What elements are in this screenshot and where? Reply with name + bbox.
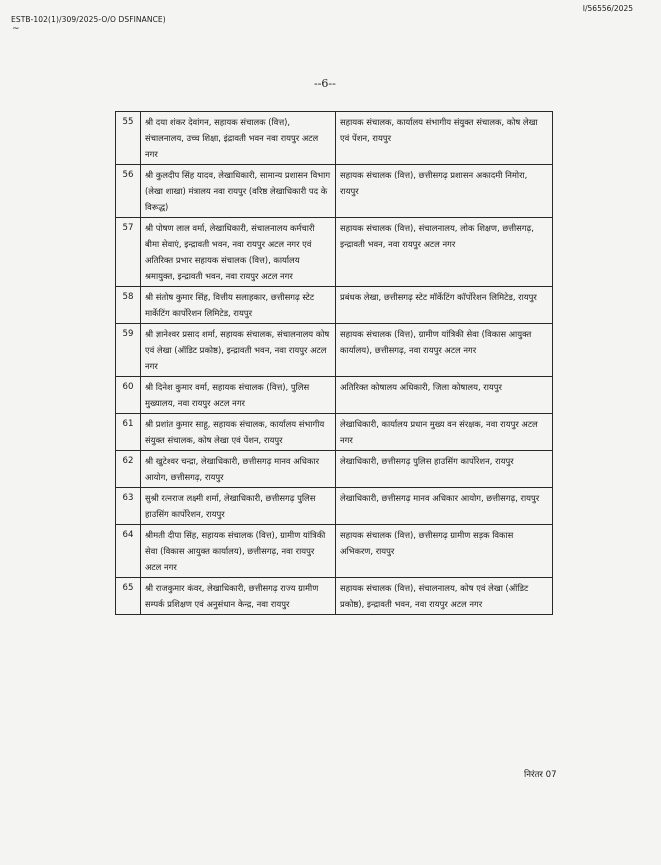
- serial-number-cell: 57: [116, 218, 141, 287]
- handwritten-mark: ~: [12, 24, 20, 34]
- table-row: [116, 451, 553, 488]
- officer-cell: श्री ज्ञानेश्वर प्रसाद शर्मा, सहायक संचालक, संचालनालय कोष एवं लेखा (ऑडिट प्रकोष्ठ), इन्द्रावती भवन, नवा रायपुर अटल नगर: [141, 324, 336, 377]
- serial-number-cell: 55: [116, 112, 141, 165]
- table-row: [116, 218, 553, 287]
- posting-cell: लेखाधिकारी, कार्यालय प्रधान मुख्य वन संरक्षक, नवा रायपुर अटल नगर: [336, 414, 553, 451]
- page-number: --6--: [314, 77, 336, 90]
- officer-cell: श्रीमती दीपा सिंह, सहायक संचालक (वित्त), ग्रामीण यांत्रिकी सेवा (विकास आयुक्त कार्यालय), छत्तीसगढ़, नवा रायपुर अटल नगर: [141, 525, 336, 578]
- officer-cell: श्री राजकुमार कंवर, लेखाधिकारी, छत्तीसगढ़ राज्य ग्रामीण सम्पर्क प्रशिक्षण एवं अनुसंधान केन्द्र, नवा रायपुर: [141, 578, 336, 615]
- file-reference: ESTB-102(1)/309/2025-O/O DSFINANCE): [11, 15, 166, 24]
- table-row: [116, 287, 553, 324]
- table-row: [116, 112, 553, 165]
- serial-number-cell: 65: [116, 578, 141, 615]
- serial-number-cell: 56: [116, 165, 141, 218]
- officer-cell: श्री दया शंकर देवांगन, सहायक संचालक (वित्त), संचालनालय, उच्च शिक्षा, इंद्रावती भवन नवा रायपुर अटल नगर: [141, 112, 336, 165]
- posting-cell: लेखाधिकारी, छत्तीसगढ़ पुलिस हाउसिंग कार्पोरेशन, रायपुर: [336, 451, 553, 488]
- table-row: [116, 488, 553, 525]
- table-row: [116, 377, 553, 414]
- table-row: [116, 525, 553, 578]
- posting-cell: प्रबंधक लेखा, छत्तीसगढ़ स्टेट मॉर्केटिंग कॉर्पोरेशन लिमिटेड, रायपुर: [336, 287, 553, 324]
- table-row: [116, 578, 553, 615]
- posting-cell: सहायक संचालक (वित्त), छत्तीसगढ़ प्रशासन अकादमी निमोरा, रायपुर: [336, 165, 553, 218]
- posting-cell: अतिरिक्त कोषालय अधिकारी, जिला कोषालय, रायपुर: [336, 377, 553, 414]
- document-number: I/56556/2025: [582, 4, 633, 13]
- posting-cell: सहायक संचालक (वित्त), संचालनालय, लोक शिक्षण, छत्तीसगढ़, इन्द्रावती भवन, नवा रायपुर अटल नगर: [336, 218, 553, 287]
- continued-note: निरंतर 07: [524, 770, 557, 780]
- officer-cell: श्री पोषण लाल वर्मा, लेखाधिकारी, संचालनालय कर्मचारी बीमा सेवाएं, इन्द्रावती भवन, नवा रायपुर अटल नगर एवं अतिरिक्त प्रभार सहायक संचालक (वित्त), कार्यालय श्रमायुक्त, इन्द्रावती भवन, नवा रायपुर अटल नगर: [141, 218, 336, 287]
- table-row: [116, 165, 553, 218]
- serial-number-cell: 61: [116, 414, 141, 451]
- table-row: [116, 414, 553, 451]
- officer-cell: श्री संतोष कुमार सिंह, वित्तीय सलाहकार, छत्तीसगढ़ स्टेट मार्केटिंग कार्पोरेशन लिमिटेड, रायपुर: [141, 287, 336, 324]
- posting-cell: सहायक संचालक (वित्त), संचालनालय, कोष एवं लेखा (ऑडिट प्रकोष्ठ), इन्द्रावती भवन, नवा रायपुर अटल नगर: [336, 578, 553, 615]
- officer-cell: श्री कुलदीप सिंह यादव, लेखाधिकारी, सामान्य प्रशासन विभाग (लेखा शाखा) मंत्रालय नवा रायपुर (वरिष्ठ लेखाधिकारी पद के विरूद्ध): [141, 165, 336, 218]
- posting-cell: सहायक संचालक (वित्त), ग्रामीण यांत्रिकी सेवा (विकास आयुक्त कार्यालय), छत्तीसगढ़, नवा रायपुर अटल नगर: [336, 324, 553, 377]
- table-row: [116, 324, 553, 377]
- serial-number-cell: 63: [116, 488, 141, 525]
- posting-cell: लेखाधिकारी, छत्तीसगढ़ मानव अधिकार आयोग, छत्तीसगढ़, रायपुर: [336, 488, 553, 525]
- transfer-table: [115, 111, 553, 615]
- officer-cell: सुश्री रत्नराज लक्ष्मी शर्मा, लेखाधिकारी, छत्तीसगढ़ पुलिस हाउसिंग कार्पोरेशन, रायपुर: [141, 488, 336, 525]
- serial-number-cell: 58: [116, 287, 141, 324]
- serial-number-cell: 60: [116, 377, 141, 414]
- serial-number-cell: 64: [116, 525, 141, 578]
- officer-cell: श्री दिनेश कुमार वर्मा, सहायक संचालक (वित्त), पुलिस मुख्यालय, नवा रायपुर अटल नगर: [141, 377, 336, 414]
- posting-cell: सहायक संचालक (वित्त), छत्तीसगढ़ ग्रामीण सड़क विकास अभिकरण, रायपुर: [336, 525, 553, 578]
- officer-cell: श्री खुटेश्वर चन्द्रा, लेखाधिकारी, छत्तीसगढ़ मानव अधिकार आयोग, छत्तीसगढ़, रायपुर: [141, 451, 336, 488]
- officer-cell: श्री प्रशांत कुमार साहू, सहायक संचालक, कार्यालय संभागीय संयुक्त संचालक, कोष लेखा एवं पेंशन, रायपुर: [141, 414, 336, 451]
- serial-number-cell: 62: [116, 451, 141, 488]
- serial-number-cell: 59: [116, 324, 141, 377]
- posting-cell: सहायक संचालक, कार्यालय संभागीय संयुक्त संचालक, कोष लेखा एवं पेंशन, रायपुर: [336, 112, 553, 165]
